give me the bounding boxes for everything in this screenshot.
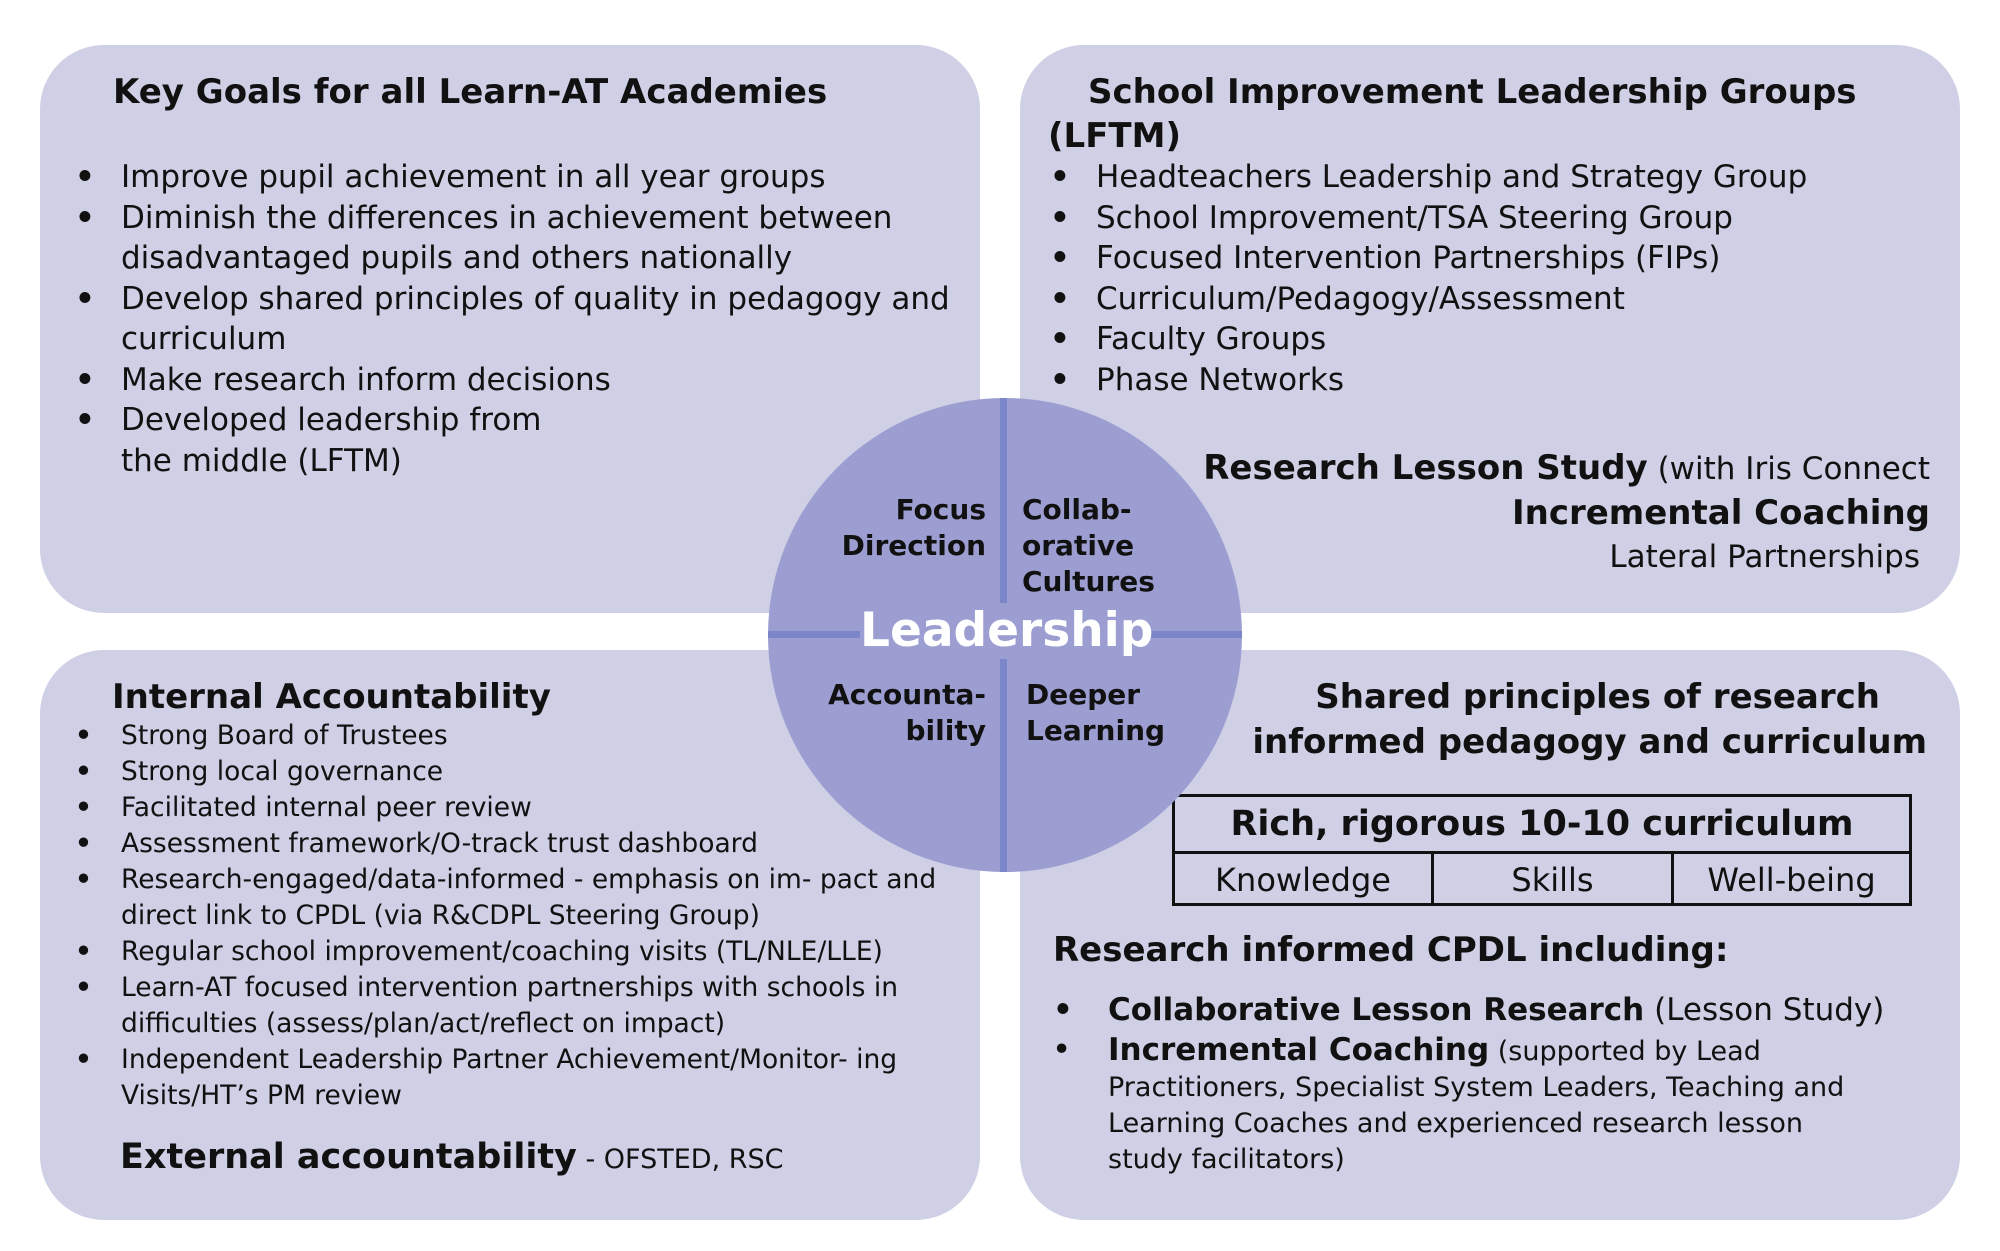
list-item: • Assessment framework/O-track trust dashboard (75, 826, 955, 862)
leadership-label: Leadership (860, 603, 1154, 658)
list-item: • Strong Board of Trustees (75, 718, 955, 754)
list-item: • Diminish the differences in achievement between disadvantaged pupils and others nationally (75, 198, 955, 279)
leadership-groups-title: School Improvement Leadership Groups (1088, 72, 1857, 112)
list-item: • Facilitated internal peer review (75, 790, 955, 826)
list-item: • School Improvement/TSA Steering Group (1050, 198, 1950, 239)
accountability-label: Accounta- bility (828, 678, 986, 747)
list-item: • Strong local governance (75, 754, 955, 790)
list-item: • Improve pupil achievement in all year groups (75, 157, 955, 198)
list-item: • Regular school improvement/coaching visits (TL/NLE/LLE) (75, 934, 955, 970)
key-goals-list (75, 157, 955, 481)
curriculum-cell-wellbeing: Well-being (1671, 854, 1909, 906)
curriculum-cell-skills: Skills (1431, 854, 1671, 906)
deeper-learning-label: Deeper Learning (1026, 678, 1166, 747)
curriculum-cell-knowledge: Knowledge (1215, 861, 1391, 899)
list-item: • Curriculum/Pedagogy/Assessment (1050, 279, 1950, 320)
cpdl-list (1053, 990, 1933, 1178)
shared-principles-subtitle: informed pedagogy and curriculum (1252, 722, 1927, 762)
list-item: • Research-engaged/data-informed - emphasis on im- pact and direct link to CPDL (via R&CDPL Steering Group) (75, 862, 941, 934)
list-item (1053, 1032, 1868, 1178)
list-item: • Headteachers Leadership and Strategy Group (1050, 157, 1950, 198)
list-item: • Learn-AT focused intervention partnerships with schools in difficulties (assess/plan/act/reflect on impact) (75, 970, 961, 1042)
shared-principles-title: Shared principles of research (1315, 677, 1880, 717)
list-item: • Focused Intervention Partnerships (FIPs) (1050, 238, 1950, 279)
cpdl-title: Research informed CPDL including: (1053, 930, 1729, 970)
external-accountability-bodies: - OFSTED, RSC (576, 1144, 784, 1175)
leadership-groups-subtitle: (LFTM) (1048, 116, 1181, 156)
list-item: • Faculty Groups (1050, 319, 1950, 360)
focus-direction-label: Focus Direction (841, 493, 986, 562)
curriculum-table (1172, 794, 1912, 906)
lateral-partnerships-label: Lateral Partnerships (1609, 539, 1920, 575)
research-lesson-study-label: Research Lesson Study (1203, 448, 1648, 488)
list-item: • Phase Networks (1050, 360, 1950, 401)
cpdl-item-text: (supported by Lead Practitioners, Specialist System Leaders, Teaching and Learning Coaches and experienced research lesson study facilitators) (1108, 1036, 1845, 1175)
list-item: • Develop shared principles of quality in pedagogy and curriculum (75, 279, 955, 360)
cpdl-item-text: (Lesson Study) (1644, 992, 1885, 1028)
list-item: • Independent Leadership Partner Achievement/Monitor- ing Visits/HT’s PM review (75, 1042, 951, 1114)
cpdl-item-bold: Collaborative Lesson Research (1108, 992, 1645, 1028)
curriculum-table-header: Rich, rigorous 10-10 curriculum (1175, 797, 1909, 854)
curriculum-table-row (1175, 854, 1909, 906)
external-accountability-label: External accountability (120, 1137, 577, 1177)
leadership-groups-list (1050, 157, 1950, 400)
research-lesson-study-line (1140, 446, 1930, 491)
external-accountability-line (120, 1135, 784, 1182)
list-item (1053, 990, 1933, 1030)
collaborative-cultures-label: Collab- orative Cultures (1022, 493, 1155, 598)
list-item: • Developed leadership from the middle (LFTM) (75, 400, 601, 481)
cpdl-item-bold: Incremental Coaching (1108, 1032, 1490, 1068)
list-item: • Make research inform decisions (75, 360, 955, 401)
iris-connect-text: (with Iris Connect (1647, 451, 1930, 487)
incremental-coaching-label: Incremental Coaching (1511, 493, 1930, 533)
internal-accountability-title: Internal Accountability (112, 677, 551, 717)
key-goals-title: Key Goals for all Learn-AT Academies (113, 72, 828, 112)
